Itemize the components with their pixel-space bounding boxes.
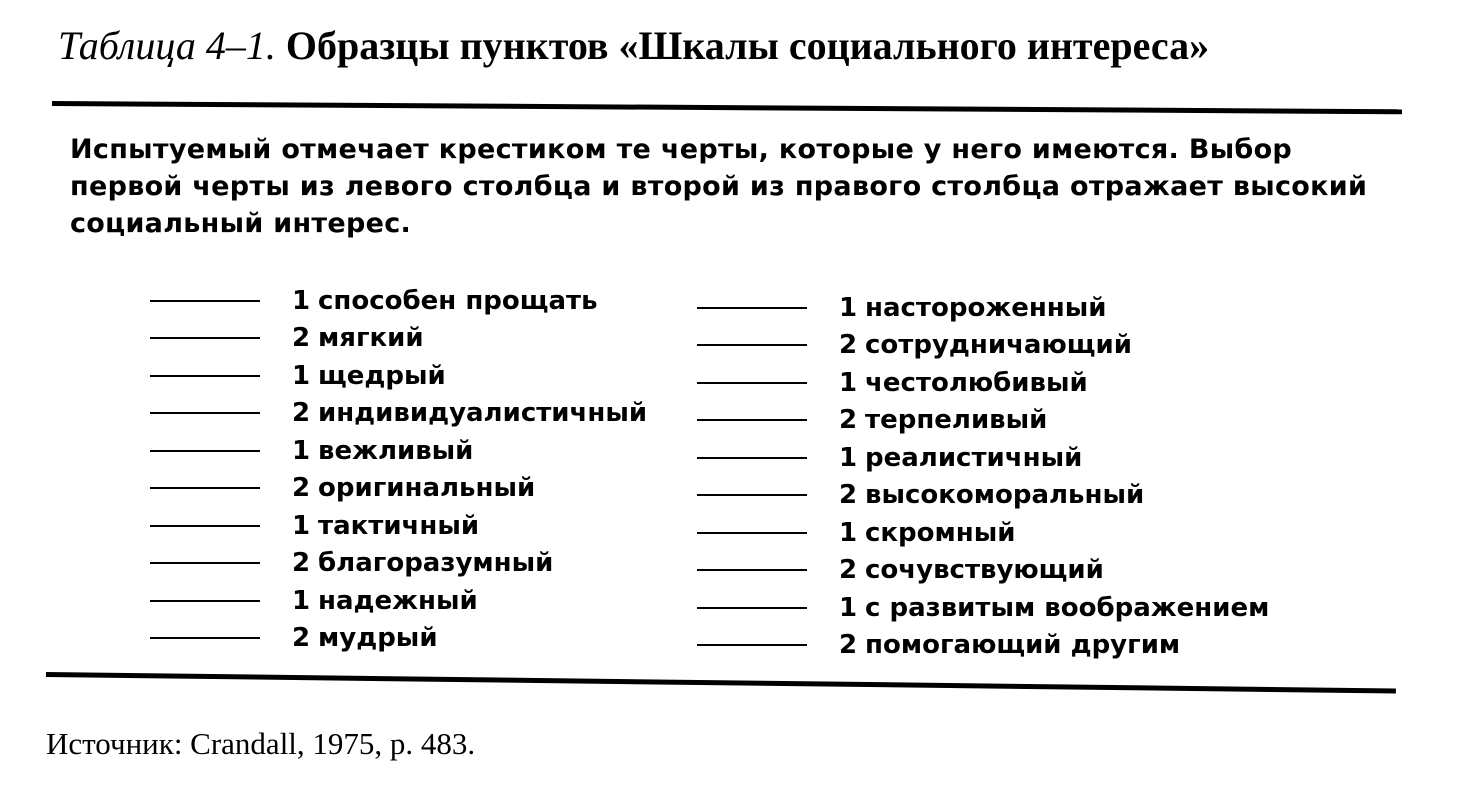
item-trait: тактичный (318, 510, 480, 541)
answer-blank (150, 487, 260, 489)
item-trait: сотрудничающий (865, 330, 1132, 361)
source-note: Источник: Crandall, 1975, p. 483. (46, 726, 476, 761)
item-trait: настороженный (865, 292, 1107, 323)
item-trait: с развитым воображением (865, 592, 1270, 623)
item-trait: реалистичный (865, 442, 1083, 473)
list-item (697, 439, 1269, 477)
list-item (150, 470, 647, 508)
item-trait: скромный (865, 517, 1016, 548)
list-item (150, 357, 647, 395)
item-number: 2 (839, 330, 858, 361)
answer-blank (697, 532, 807, 534)
list-item (697, 514, 1269, 552)
item-number: 1 (839, 517, 858, 548)
answer-blank (150, 600, 260, 602)
list-item (697, 364, 1269, 402)
list-item (697, 402, 1269, 440)
item-trait: индивидуалистичный (318, 398, 648, 429)
item-trait: сочувствующий (865, 555, 1104, 586)
item-number: 2 (292, 323, 311, 354)
answer-blank (697, 307, 807, 309)
item-trait: мягкий (318, 323, 424, 354)
list-item (150, 432, 647, 470)
item-number: 2 (839, 480, 858, 511)
list-item (697, 627, 1269, 665)
item-number: 2 (292, 548, 311, 579)
list-item (150, 395, 647, 433)
item-number: 1 (292, 435, 311, 466)
answer-blank (697, 569, 807, 571)
answer-blank (150, 637, 260, 639)
answer-blank (697, 607, 807, 609)
list-item (697, 552, 1269, 590)
answer-blank (697, 344, 807, 346)
list-item (150, 507, 647, 545)
table-caption (58, 18, 1209, 74)
list-item (697, 327, 1269, 365)
table-title: Образцы пунктов «Шкалы социального интереса» (285, 23, 1210, 68)
item-trait: мудрый (318, 623, 438, 654)
answer-blank (697, 457, 807, 459)
item-number: 1 (292, 510, 311, 541)
item-number: 2 (292, 623, 311, 654)
answer-blank (697, 419, 807, 421)
list-item (150, 320, 647, 358)
list-item (697, 589, 1269, 627)
item-trait: благоразумный (318, 548, 554, 579)
list-item (150, 620, 647, 658)
list-item (697, 477, 1269, 515)
list-item (697, 289, 1269, 327)
answer-blank (150, 337, 260, 339)
table-number: Таблица 4–1. (58, 23, 276, 68)
item-number: 2 (839, 405, 858, 436)
answer-blank (697, 644, 807, 646)
item-trait: щедрый (318, 360, 446, 391)
instruction-text: Испытуемый отмечает крестиком те черты, которые у него имеются. Выбор первой черты из левого столбца и второй из правого столбца отражает высокий социальный интерес. (70, 134, 1368, 239)
item-trait: способен прощать (318, 285, 598, 316)
item-trait: надежный (318, 585, 478, 616)
list-item (150, 282, 647, 320)
item-number: 1 (839, 442, 858, 473)
item-number: 1 (292, 585, 311, 616)
left-column-list (150, 282, 647, 657)
answer-blank (697, 382, 807, 384)
item-number: 2 (839, 630, 858, 661)
answer-blank (150, 300, 260, 302)
item-trait: терпеливый (865, 405, 1048, 436)
item-trait: оригинальный (318, 473, 536, 504)
top-rule (52, 101, 1402, 114)
item-number: 1 (839, 592, 858, 623)
item-number: 1 (839, 292, 858, 323)
item-number: 2 (839, 555, 858, 586)
list-item (150, 582, 647, 620)
item-number: 2 (292, 398, 311, 429)
item-trait: честолюбивый (865, 367, 1088, 398)
answer-blank (150, 525, 260, 527)
answer-blank (150, 375, 260, 377)
item-number: 1 (839, 367, 858, 398)
item-trait: высокоморальный (865, 480, 1145, 511)
answer-blank (150, 412, 260, 414)
answer-blank (150, 450, 260, 452)
item-number: 2 (292, 473, 311, 504)
answer-blank (697, 494, 807, 496)
answer-blank (150, 562, 260, 564)
item-number: 1 (292, 360, 311, 391)
right-column-list (697, 289, 1269, 664)
list-item (150, 545, 647, 583)
item-trait: помогающий другим (865, 630, 1181, 661)
item-trait: вежливый (318, 435, 474, 466)
bottom-rule (46, 672, 1396, 693)
item-number: 1 (292, 285, 311, 316)
